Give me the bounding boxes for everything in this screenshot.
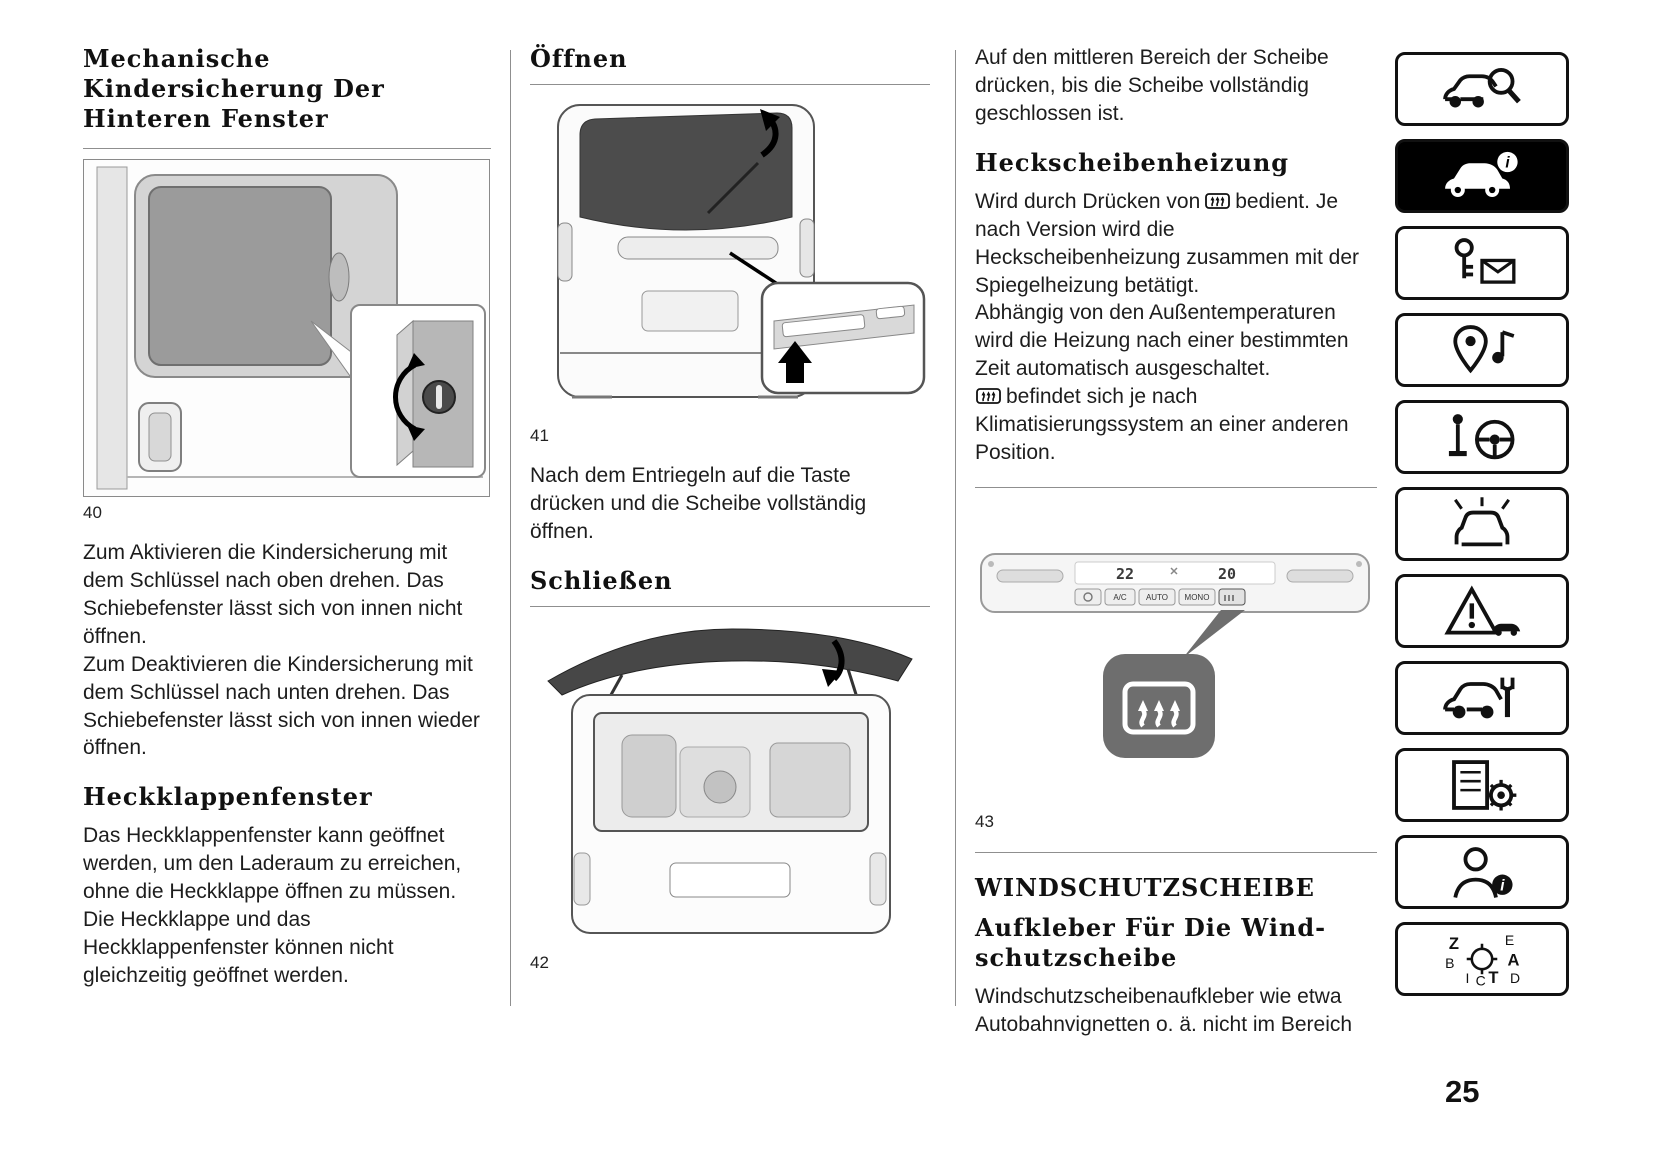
figure-caption: 41 bbox=[530, 426, 549, 445]
gearshift-steering-icon bbox=[1434, 409, 1530, 465]
chapter-tab-sidebar bbox=[1395, 52, 1569, 996]
sidebar-item-service-maintenance[interactable] bbox=[1395, 661, 1569, 735]
sidebar-item-keys-messages[interactable] bbox=[1395, 226, 1569, 300]
column-divider bbox=[510, 50, 511, 1006]
person-info-icon bbox=[1434, 844, 1530, 900]
paragraph-open-window: Nach dem Entriegeln auf die Taste drücken und die Scheibe vollständig öffnen. bbox=[530, 464, 867, 543]
license-plate-area bbox=[670, 863, 790, 897]
figure-caption: 42 bbox=[530, 952, 549, 972]
section-heading-sticker: Aufkleber Für Die Wind-schutzscheibe bbox=[975, 912, 1327, 972]
temp-right-readout: 20 bbox=[1217, 564, 1237, 583]
figure-42-close-window bbox=[530, 606, 930, 947]
car-magnifier-icon bbox=[1434, 61, 1530, 117]
svg-text:T: T bbox=[1488, 968, 1499, 987]
child-lock-illustration bbox=[83, 159, 490, 497]
svg-text:Z: Z bbox=[1448, 933, 1460, 953]
svg-text:AUTO: AUTO bbox=[1145, 592, 1169, 602]
section-heading-tailgate-window: Heckklappenfenster bbox=[83, 782, 373, 812]
svg-text:A/C: A/C bbox=[1113, 592, 1127, 602]
figure-41-open-window bbox=[530, 84, 930, 420]
page-number: 25 bbox=[1445, 1074, 1480, 1109]
svg-text:C: C bbox=[1475, 972, 1486, 987]
figure-43-climate-panel bbox=[975, 488, 1377, 806]
sidebar-item-owner-info[interactable] bbox=[1395, 835, 1569, 909]
paragraph-sticker: Windschutzscheibenaufkleber wie etwa Autobahnvignetten o. ä. nicht im Bereich bbox=[975, 984, 1353, 1036]
divider bbox=[975, 852, 1377, 853]
svg-text:D: D bbox=[1510, 970, 1521, 987]
sidebar-item-vehicle-overview[interactable] bbox=[1395, 52, 1569, 126]
sidebar-item-technical-data[interactable] bbox=[1395, 748, 1569, 822]
svg-text:i: i bbox=[1500, 877, 1505, 895]
sidebar-item-instrument-panel[interactable] bbox=[1395, 139, 1569, 213]
rear-defrost-icon bbox=[1204, 191, 1231, 211]
section-heading-open: Öffnen bbox=[530, 44, 628, 73]
paragraph-tailgate-window: Das Heckklappenfenster kann geöffnet werden, um den Laderaum zu erreichen, ohne die Heckklappe öffnen zu müssen. Die Heckklappe und das Heckklappenfenster können nicht gleichzeitig geöffnet werden. bbox=[83, 824, 462, 987]
warning-triangle-car-icon bbox=[1434, 583, 1530, 639]
svg-text:A: A bbox=[1507, 950, 1520, 970]
column-right bbox=[975, 44, 1377, 1039]
rear-defrost-icon bbox=[975, 386, 1002, 406]
car-headlights-icon bbox=[1434, 496, 1530, 552]
sidebar-item-alphabetical-index[interactable] bbox=[1395, 922, 1569, 996]
sidebar-item-emergency[interactable] bbox=[1395, 574, 1569, 648]
sidebar-item-driving-safety[interactable] bbox=[1395, 487, 1569, 561]
column-divider bbox=[955, 50, 956, 1006]
svg-text:B: B bbox=[1445, 954, 1455, 971]
figure-40-child-lock bbox=[83, 148, 491, 497]
alphabet-index-icon bbox=[1434, 931, 1530, 987]
section-heading-close: Schließen bbox=[530, 565, 673, 595]
sidebar-item-navigation-multimedia[interactable] bbox=[1395, 313, 1569, 387]
paragraph-activate-lock: Zum Aktivieren die Kindersicherung mit dem Schlüssel nach oben drehen. Das Schiebefenster lässt sich von innen nicht öffnen. bbox=[83, 541, 463, 648]
temp-left-readout: 22 bbox=[1115, 564, 1135, 583]
car-wrench-icon bbox=[1434, 670, 1530, 726]
climate-control-illustration bbox=[975, 526, 1375, 801]
car-info-icon bbox=[1434, 148, 1530, 204]
callout-pointer bbox=[1183, 610, 1245, 658]
paragraph-close-window: Auf den mittleren Bereich der Scheibe drücken, bis die Scheibe vollständig geschlossen ist. bbox=[975, 46, 1329, 125]
section-heading-rear-heater: Heckscheibenheizung bbox=[975, 147, 1290, 177]
svg-text:I: I bbox=[1465, 970, 1470, 987]
map-pin-music-icon bbox=[1434, 322, 1530, 378]
paragraph-heater-position: befindet sich je nach Klimatisierungssystem an einer anderen Position. bbox=[975, 385, 1349, 465]
column-left bbox=[83, 44, 491, 990]
paragraph-heater-auto-off: Abhängig von den Außentemperaturen wird die Heizung nach einer bestimmten Zeit automatisch ausgeschaltet. bbox=[975, 301, 1349, 381]
column-middle bbox=[530, 44, 930, 973]
svg-text:i: i bbox=[1505, 154, 1510, 172]
section-heading-child-lock: Mechanische Kindersicherung Der Hinteren Fenster bbox=[83, 44, 385, 133]
sidebar-item-starting-driving[interactable] bbox=[1395, 400, 1569, 474]
rear-defrost-button-small bbox=[1219, 589, 1245, 605]
license-plate-area bbox=[642, 291, 738, 331]
paragraph-deactivate-lock: Zum Deaktivieren die Kindersicherung mit dem Schlüssel nach unten drehen. Das Schiebefenster lässt sich von innen wieder öffnen. bbox=[83, 652, 480, 760]
document-gear-icon bbox=[1434, 757, 1530, 813]
svg-text:MONO: MONO bbox=[1184, 592, 1210, 602]
fan-button bbox=[1075, 589, 1101, 605]
rear-window-open-illustration bbox=[530, 95, 930, 420]
paragraph-heater: Wird durch Drücken von bedient. Je nach Version wird die Heckscheibenheizung zusammen mit der Spiegelheizung betätigt. bbox=[975, 189, 1360, 297]
key-message-icon bbox=[1434, 235, 1530, 291]
section-heading-windshield: WINDSCHUTZSCHEIBE bbox=[975, 872, 1315, 902]
rear-window-close-illustration bbox=[530, 617, 930, 947]
svg-text:E: E bbox=[1504, 932, 1515, 948]
open-glass-panel bbox=[548, 629, 912, 695]
figure-caption: 40 bbox=[83, 503, 102, 522]
figure-caption: 43 bbox=[975, 811, 994, 831]
